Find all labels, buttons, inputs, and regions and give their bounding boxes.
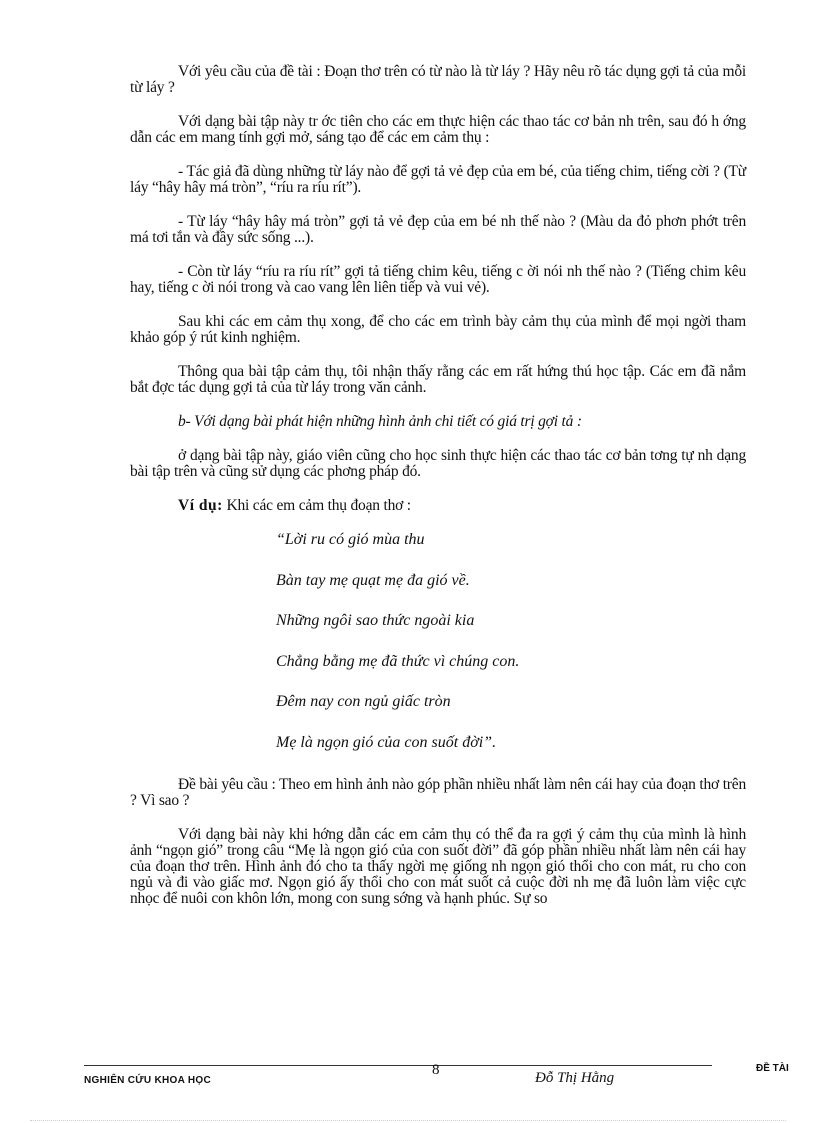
paragraph-question-1: - Tác giả đã dùng những từ láy nào để gợi tả vẻ đẹp của em bé, của tiếng chim, tiếng cời ? (Từ láy “hây hây má tròn”, “ríu ra ríu rít”). (130, 163, 746, 196)
footer-author: Đỗ Thị Hằng (535, 1070, 615, 1086)
example-paragraph (130, 498, 746, 514)
page-body (130, 64, 746, 925)
page-number: 8 (432, 1062, 440, 1078)
paragraph-exercise-type: ở dạng bài tập này, giáo viên cũng cho học sinh thực hiện các thao tác cơ bản tơng tự nh dạng bài tập trên và cũng sử dụng các phơng pháp đó. (130, 447, 746, 480)
section-heading-b: b- Với dạng bài phát hiện những hình ảnh chi tiết có giá trị gợi tả : (178, 413, 582, 430)
poem-line: Bàn tay mẹ quạt mẹ đa gió về. (276, 571, 470, 589)
poem-block (276, 532, 746, 751)
poem-line: Mẹ là ngọn gió của con suốt đời”. (276, 733, 497, 751)
poem-line: Đêm nay con ngủ giấc tròn (276, 693, 451, 710)
footer-left-label: NGHIÊN CỨU KHOA HỌC (84, 1075, 211, 1086)
poem-line: “Lời ru có gió mùa thu (276, 531, 425, 548)
poem-line: Chẳng bằng mẹ đã thức vì chúng con. (276, 652, 520, 670)
page-bottom-dotted-line (30, 1120, 786, 1121)
paragraph-assignment: Đề bài yêu cầu : Theo em hình ảnh nào góp phần nhiều nhất làm nên cái hay của đoạn thơ trên ? Vì sao ? (130, 775, 746, 809)
footer-divider (84, 1065, 712, 1066)
paragraph-task: Với yêu cầu của đề tài : Đoạn thơ trên có từ nào là từ láy ? Hãy nêu rõ tác dụng gợi tả của mỗi từ láy ? (130, 63, 746, 96)
example-label: Ví dụ: (178, 497, 223, 514)
footer-right-label: ĐỀ TÀI (756, 1063, 789, 1074)
paragraph-method: Với dạng bài tập này tr ớc tiên cho các em thực hiện các thao tác cơ bản nh trên, sau đó h ớng dẫn các em mang tính gợi mở, sáng tạo để các em cảm thụ : (130, 113, 746, 146)
paragraph-presentation: Sau khi các em cảm thụ xong, để cho các em trình bày cảm thụ của mình để mọi ngời tham khảo góp ý rút kinh nghiệm. (130, 313, 746, 346)
paragraph-guidance: Với dạng bài này khi hớng dẫn các em cảm thụ có thể đa ra gợi ý cảm thụ của mình là hình ảnh “ngọn gió” trong câu “Mẹ là ngọn gió của con suốt đời” đã góp phần nhiều nhất làm nên cái hay của đoạn thơ trên. Hình ảnh đó cho ta thấy ngời mẹ giống nh ngọn gió thổi cho con mát, ru cho con ngủ và đi vào giấc mơ. Ngọn gió ấy thổi cho con mát suốt cả cuộc đời nh mẹ đã luôn làm việc cực nhọc để nuôi con khôn lớn, mong con sung sớng và hạnh phúc. Sự so (130, 825, 746, 907)
paragraph-question-2: - Từ láy “hây hây má tròn” gợi tả vẻ đẹp của em bé nh thế nào ? (Màu da đỏ phơn phớt trên má tơi tắn và đầy sức sống ...). (130, 213, 746, 246)
paragraph-question-3: - Còn từ láy “ríu ra ríu rít” gợi tả tiếng chim kêu, tiếng c ời nói nh thế nào ? (Tiếng chim kêu hay, tiếng c ời nói trong và cao vang lên liên tiếp và vui vẻ). (130, 263, 746, 296)
example-text: Khi các em cảm thụ đoạn thơ : (222, 497, 411, 514)
paragraph-result: Thông qua bài tập cảm thụ, tôi nhận thấy rằng các em rất hứng thú học tập. Các em đã nắm bắt đợc tác dụng gợi tả của từ láy trong văn cảnh. (130, 363, 746, 396)
poem-line: Những ngôi sao thức ngoài kia (276, 612, 475, 629)
